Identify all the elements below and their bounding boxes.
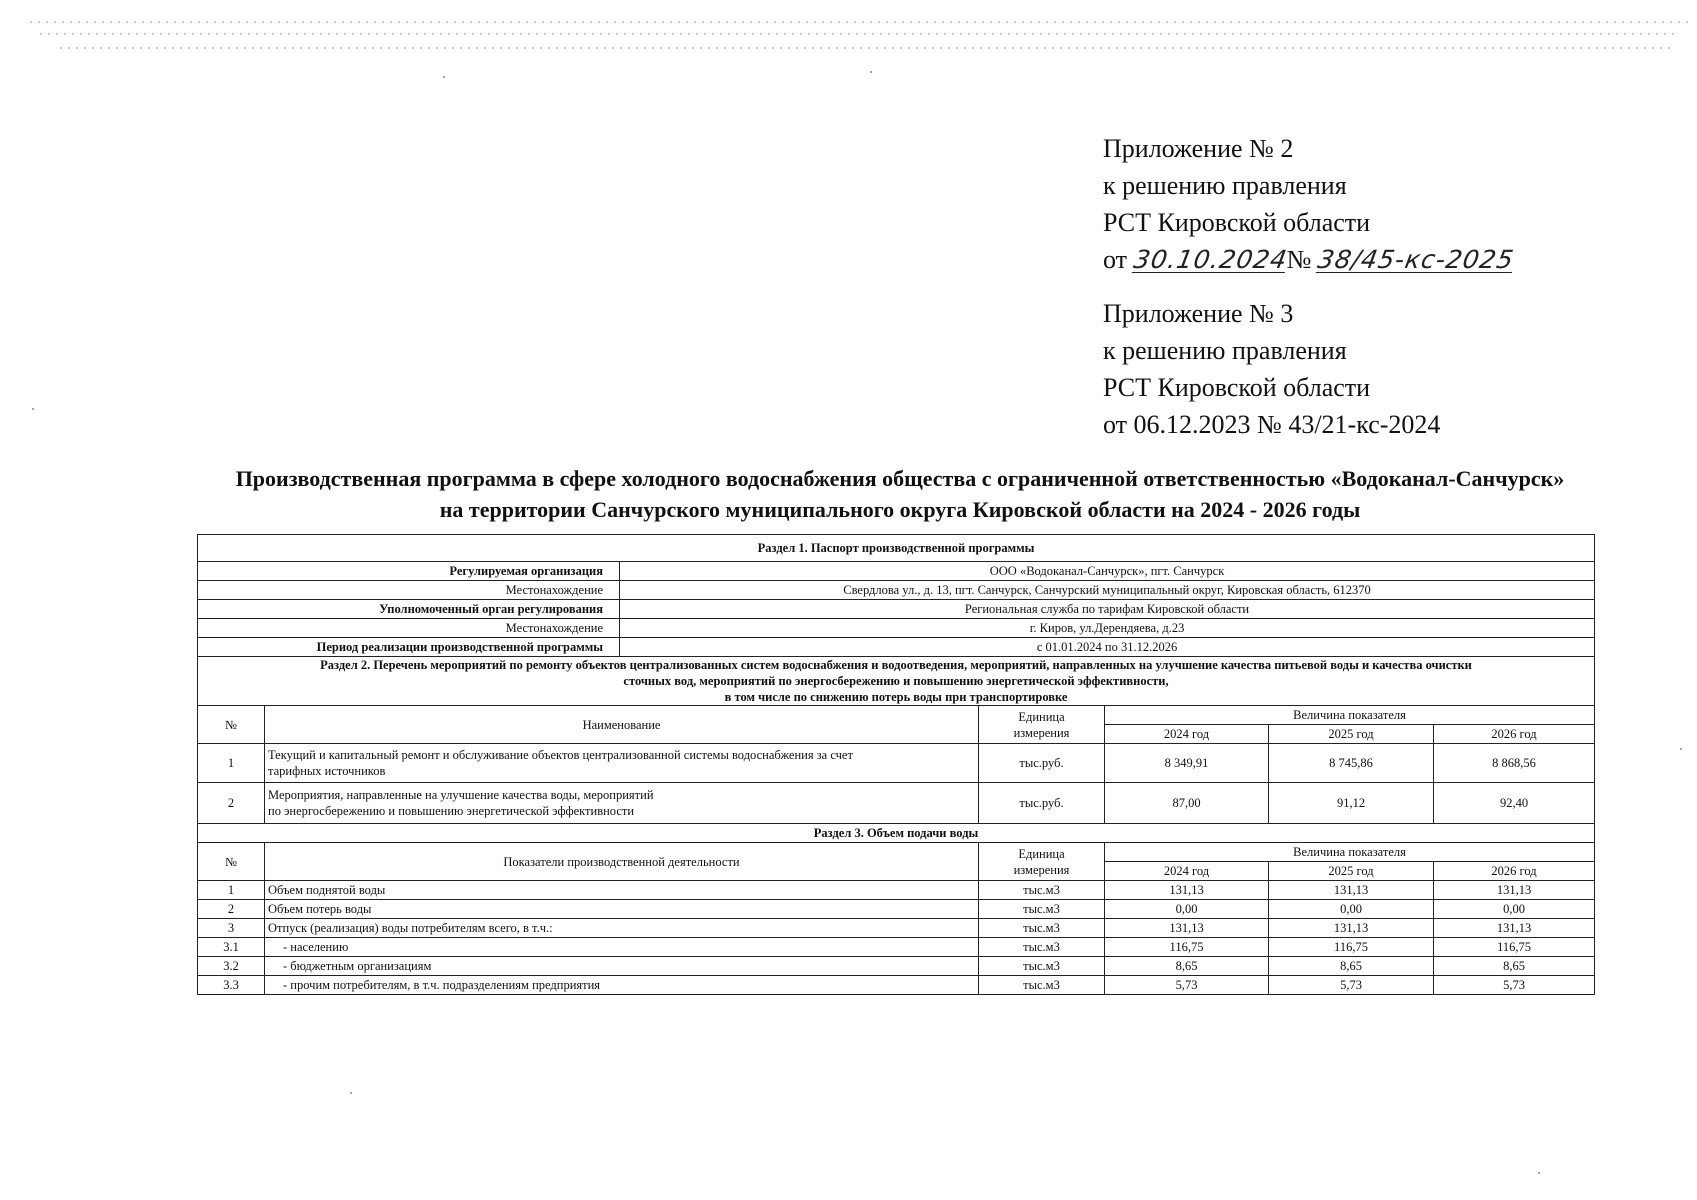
table-row: [198, 783, 1595, 824]
scan-noise-top: [0, 0, 1697, 60]
column-header-number: №: [198, 843, 265, 881]
passport-row: [198, 638, 1595, 657]
row-number: 3: [198, 919, 265, 938]
table-row: [198, 976, 1595, 995]
row-value-2025: 131,13: [1269, 881, 1434, 900]
document-title: [190, 463, 1610, 525]
section-2-header-row: [198, 706, 1595, 725]
column-header-year: 2026 год: [1434, 725, 1595, 744]
column-header-year: 2026 год: [1434, 862, 1595, 881]
passport-label: Период реализации производственной программы: [198, 638, 620, 657]
column-header-indicator: Показатели производственной деятельности: [265, 843, 979, 881]
passport-value: г. Киров, ул.Дерендяева, д.23: [620, 619, 1595, 638]
row-value-2024: 131,13: [1105, 919, 1269, 938]
column-header-year: 2025 год: [1269, 862, 1434, 881]
row-value-2026: 131,13: [1434, 881, 1595, 900]
section-2-heading-row: [198, 657, 1595, 706]
appendix-3-decision: к решению правления: [1103, 336, 1347, 365]
appendix-3-title: Приложение № 3: [1103, 299, 1294, 328]
column-header-year: 2024 год: [1105, 725, 1269, 744]
row-value-2025: 8,65: [1269, 957, 1434, 976]
handwritten-number: 38/45-кс-2025: [1315, 245, 1517, 274]
section-3-heading-row: [198, 824, 1595, 843]
appendix-2-title: Приложение № 2: [1103, 134, 1294, 163]
row-name: - населению: [265, 938, 979, 957]
passport-value: с 01.01.2024 по 31.12.2026: [620, 638, 1595, 657]
table-row: [198, 919, 1595, 938]
row-unit: тыс.м3: [979, 881, 1105, 900]
table-row: [198, 900, 1595, 919]
document-title-line-1: Производственная программа в сфере холодного водоснабжения общества с ограниченной ответственностью «Водоканал-Санчурск»: [235, 466, 1565, 491]
row-unit: тыс.м3: [979, 900, 1105, 919]
row-value-2026: 92,40: [1434, 783, 1595, 824]
row-value-2024: 87,00: [1105, 783, 1269, 824]
column-header-number: №: [198, 706, 265, 744]
section-3-header-row: [198, 843, 1595, 862]
scan-speck: [32, 408, 34, 410]
row-value-2025: 5,73: [1269, 976, 1434, 995]
row-unit: тыс.м3: [979, 919, 1105, 938]
passport-row: [198, 600, 1595, 619]
row-value-2025: 91,12: [1269, 783, 1434, 824]
table-row: [198, 744, 1595, 783]
row-name: Мероприятия, направленные на улучшение качества воды, мероприятий по энергосбережению и повышению энергетической эффективности: [265, 783, 979, 824]
passport-row: [198, 581, 1595, 600]
row-unit: тыс.м3: [979, 957, 1105, 976]
row-number: 2: [198, 900, 265, 919]
row-value-2026: 8 868,56: [1434, 744, 1595, 783]
table-row: [198, 881, 1595, 900]
row-value-2026: 131,13: [1434, 919, 1595, 938]
scan-speck: [1538, 1172, 1540, 1174]
row-name: Отпуск (реализация) воды потребителям всего, в т.ч.:: [265, 919, 979, 938]
appendix-3-date-line: от 06.12.2023 № 43/21-кс-2024: [1103, 410, 1441, 439]
appendix-3-block: [1103, 295, 1440, 443]
scan-speck: [1680, 748, 1682, 750]
row-number: 3.3: [198, 976, 265, 995]
appendix-2-block: [1103, 130, 1517, 278]
column-header-year: 2024 год: [1105, 862, 1269, 881]
row-value-2025: 116,75: [1269, 938, 1434, 957]
production-program-table: [197, 534, 1595, 995]
section-1-heading: Раздел 1. Паспорт производственной программы: [198, 535, 1595, 562]
row-value-2026: 116,75: [1434, 938, 1595, 957]
scan-speck: [870, 71, 872, 73]
row-number: 1: [198, 881, 265, 900]
row-value-2025: 0,00: [1269, 900, 1434, 919]
row-number: 1: [198, 744, 265, 783]
passport-label: Местонахождение: [198, 619, 620, 638]
row-value-2025: 8 745,86: [1269, 744, 1434, 783]
column-header-value: Величина показателя: [1105, 843, 1595, 862]
column-header-name: Наименование: [265, 706, 979, 744]
passport-value: ООО «Водоканал-Санчурск», пгт. Санчурск: [620, 562, 1595, 581]
row-unit: тыс.м3: [979, 938, 1105, 957]
scan-speck: [443, 76, 445, 78]
row-unit: тыс.руб.: [979, 744, 1105, 783]
section-1-heading-row: [198, 535, 1595, 562]
passport-label: Регулируемая организация: [198, 562, 620, 581]
row-number: 2: [198, 783, 265, 824]
row-value-2024: 131,13: [1105, 881, 1269, 900]
row-value-2026: 8,65: [1434, 957, 1595, 976]
scan-speck: [350, 1092, 352, 1094]
table-row: [198, 938, 1595, 957]
column-header-year: 2025 год: [1269, 725, 1434, 744]
row-number: 3.2: [198, 957, 265, 976]
row-name: Текущий и капитальный ремонт и обслуживание объектов централизованной системы водоснабжения за счет тарифных источников: [265, 744, 979, 783]
handwritten-date: 30.10.2024: [1131, 245, 1290, 274]
passport-label: Местонахождение: [198, 581, 620, 600]
appendix-2-decision: к решению правления: [1103, 171, 1347, 200]
passport-value: Свердлова ул., д. 13, пгт. Санчурск, Санчурский муниципальный округ, Кировская область, 612370: [620, 581, 1595, 600]
table-row: [198, 957, 1595, 976]
passport-row: [198, 562, 1595, 581]
row-value-2024: 8,65: [1105, 957, 1269, 976]
column-header-value: Величина показателя: [1105, 706, 1595, 725]
row-value-2024: 0,00: [1105, 900, 1269, 919]
row-value-2026: 0,00: [1434, 900, 1595, 919]
section-3-heading: Раздел 3. Объем подачи воды: [198, 824, 1595, 843]
passport-value: Региональная служба по тарифам Кировской области: [620, 600, 1595, 619]
column-header-unit: Единица измерения: [979, 706, 1105, 744]
row-value-2024: 5,73: [1105, 976, 1269, 995]
row-name: Объем потерь воды: [265, 900, 979, 919]
row-value-2024: 116,75: [1105, 938, 1269, 957]
appendix-2-date-line: от 30.10.2024№ 38/45-кс-2025: [1103, 245, 1517, 274]
row-name: Объем поднятой воды: [265, 881, 979, 900]
row-unit: тыс.руб.: [979, 783, 1105, 824]
section-2-heading: Раздел 2. Перечень мероприятий по ремонту объектов централизованных систем водоснабжения и водоотведения, мероприятий, направленных на улучшение качества питьевой воды и качества очистки сточных вод, мероприятий по энергосбережению и повышению энергетической эффективности, в том числе по снижению потерь воды при транспортировке: [198, 657, 1595, 706]
appendix-2-authority: РСТ Кировской области: [1103, 208, 1371, 237]
row-number: 3.1: [198, 938, 265, 957]
row-value-2024: 8 349,91: [1105, 744, 1269, 783]
row-value-2026: 5,73: [1434, 976, 1595, 995]
column-header-unit: Единица измерения: [979, 843, 1105, 881]
passport-label: Уполномоченный орган регулирования: [198, 600, 620, 619]
row-unit: тыс.м3: [979, 976, 1105, 995]
row-name: - прочим потребителям, в т.ч. подразделениям предприятия: [265, 976, 979, 995]
row-name: - бюджетным организациям: [265, 957, 979, 976]
appendix-3-authority: РСТ Кировской области: [1103, 373, 1371, 402]
passport-row: [198, 619, 1595, 638]
row-value-2025: 131,13: [1269, 919, 1434, 938]
document-title-line-2: на территории Санчурского муниципального округа Кировской области на 2024 - 2026 годы: [439, 497, 1361, 522]
